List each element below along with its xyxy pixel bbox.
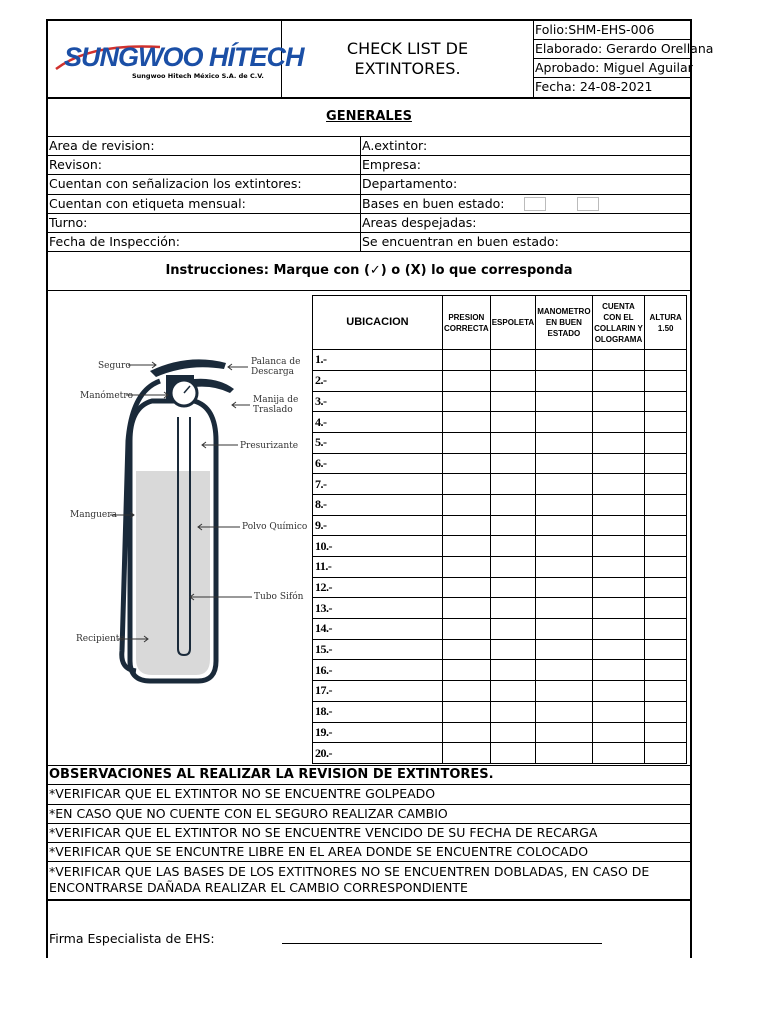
field-turno[interactable]: Turno: — [48, 214, 361, 232]
check-cell[interactable] — [442, 536, 490, 557]
check-cell[interactable] — [645, 681, 687, 702]
general-section — [46, 97, 692, 766]
check-cell[interactable] — [536, 391, 592, 412]
check-cell[interactable] — [645, 598, 687, 619]
field-empresa[interactable]: Empresa: — [362, 157, 421, 173]
col-collarin: CUENTA CON EL COLLARIN Y OLOGRAMA — [592, 296, 645, 350]
check-cell[interactable] — [645, 660, 687, 681]
row-number: 1.- — [313, 350, 443, 371]
check-cell[interactable] — [442, 577, 490, 598]
meta-folio: Folio:SHM-EHS-006 — [534, 21, 692, 40]
check-cell[interactable] — [490, 515, 536, 536]
logo-brand: SUNGWOO HÍTECH — [64, 42, 304, 72]
check-cell[interactable] — [490, 432, 536, 453]
signature-block — [48, 900, 690, 958]
observation-item: *EN CASO QUE NO CUENTE CON EL SEGURO REALIZAR CAMBIO — [48, 805, 690, 824]
check-cell[interactable] — [490, 701, 536, 722]
check-cell[interactable] — [592, 515, 645, 536]
row-number: 12.- — [313, 577, 443, 598]
check-cell[interactable] — [536, 370, 592, 391]
check-cell[interactable] — [645, 350, 687, 371]
check-cell[interactable] — [645, 536, 687, 557]
row-number: 7.- — [313, 474, 443, 495]
check-cell[interactable] — [645, 619, 687, 640]
row-number: 11.- — [313, 557, 443, 578]
meta-fecha: Fecha: 24-08-2021 — [535, 79, 653, 94]
col-ubicacion: UBICACION — [313, 296, 443, 350]
check-cell[interactable] — [536, 722, 592, 743]
check-cell[interactable] — [490, 557, 536, 578]
check-cell[interactable] — [536, 660, 592, 681]
check-cell[interactable] — [536, 412, 592, 433]
check-cell[interactable] — [592, 743, 645, 764]
meta-elaborado: Elaborado: Gerardo Orellana — [534, 40, 692, 59]
check-cell[interactable] — [490, 639, 536, 660]
check-cell[interactable] — [442, 598, 490, 619]
field-etiqueta-mensual[interactable]: Cuentan con etiqueta mensual: — [48, 195, 361, 213]
meta-aprobado: Aprobado: Miguel Aguilar — [534, 59, 692, 78]
row-number: 15.- — [313, 639, 443, 660]
check-cell[interactable] — [490, 474, 536, 495]
observation-item: *VERIFICAR QUE EL EXTINTOR NO SE ENCUENTRE VENCIDO DE SU FECHA DE RECARGA — [48, 824, 690, 843]
check-cell[interactable] — [442, 619, 490, 640]
check-cell[interactable] — [592, 536, 645, 557]
row-number: 18.- — [313, 701, 443, 722]
check-cell[interactable] — [442, 370, 490, 391]
check-cell[interactable] — [442, 350, 490, 371]
extinguisher-diagram — [48, 291, 310, 766]
check-cell[interactable] — [645, 515, 687, 536]
col-espoleta: ESPOLETA — [490, 296, 536, 350]
check-cell[interactable] — [536, 432, 592, 453]
check-cell[interactable] — [490, 722, 536, 743]
check-cell[interactable] — [490, 453, 536, 474]
row-number: 8.- — [313, 494, 443, 515]
table-row — [313, 701, 687, 722]
check-cell[interactable] — [490, 391, 536, 412]
general-row — [48, 233, 690, 252]
document-title: CHECK LIST DE EXTINTORES. — [282, 21, 534, 97]
document-meta — [534, 21, 714, 97]
check-cell[interactable] — [592, 432, 645, 453]
check-cell[interactable] — [592, 474, 645, 495]
logo-swoosh-icon — [50, 39, 304, 75]
check-cell[interactable] — [592, 577, 645, 598]
table-row — [313, 391, 687, 412]
check-cell[interactable] — [645, 391, 687, 412]
table-row — [313, 577, 687, 598]
check-cell[interactable] — [645, 370, 687, 391]
logo-subtitle: Sungwoo Hitech México S.A. de C.V. — [132, 72, 264, 80]
check-cell[interactable] — [490, 743, 536, 764]
row-number: 6.- — [313, 453, 443, 474]
check-cell[interactable] — [592, 701, 645, 722]
check-cell[interactable] — [442, 722, 490, 743]
check-cell[interactable] — [442, 681, 490, 702]
general-row — [48, 175, 690, 194]
check-cell[interactable] — [442, 660, 490, 681]
checklist-form — [46, 19, 714, 958]
check-cell[interactable] — [536, 598, 592, 619]
label-tubo: Tubo Sifón — [254, 592, 304, 603]
check-cell[interactable] — [536, 536, 592, 557]
col-manometro: MANOMETRO EN BUEN ESTADO — [536, 296, 592, 350]
instructions: Instrucciones: Marque con (✓) o (X) lo que corresponda — [48, 252, 690, 291]
signature-line[interactable] — [282, 943, 602, 944]
field-area-revision[interactable]: Area de revision: — [48, 137, 361, 155]
check-cell[interactable] — [490, 494, 536, 515]
check-cell[interactable] — [490, 598, 536, 619]
check-cell[interactable] — [536, 701, 592, 722]
field-a-extintor[interactable]: A.extintor: — [362, 138, 428, 153]
check-cell[interactable] — [442, 557, 490, 578]
table-header-row — [313, 296, 687, 350]
table-row — [313, 536, 687, 557]
check-cell[interactable] — [536, 619, 592, 640]
check-cell[interactable] — [536, 350, 592, 371]
row-number: 4.- — [313, 412, 443, 433]
check-cell[interactable] — [536, 515, 592, 536]
check-cell[interactable] — [442, 453, 490, 474]
check-cell[interactable] — [592, 598, 645, 619]
label-manometro: Manómetro — [80, 391, 133, 402]
table-row — [313, 639, 687, 660]
row-number: 3.- — [313, 391, 443, 412]
label-manija: Manija de Traslado — [253, 395, 299, 416]
general-row — [48, 156, 690, 175]
table-row — [313, 743, 687, 764]
table-row — [313, 350, 687, 371]
label-polvo: Polvo Químico — [242, 522, 308, 533]
observation-item: *VERIFICAR QUE EL EXTINTOR NO SE ENCUENTRE GOLPEADO — [48, 785, 690, 804]
inspection-area — [48, 291, 690, 766]
row-number: 13.- — [313, 598, 443, 619]
bases-checkbox-yes[interactable] — [524, 197, 546, 211]
check-cell[interactable] — [490, 412, 536, 433]
observation-item: *VERIFICAR QUE SE ENCUNTRE LIBRE EN EL AREA DONDE SE ENCUENTRE COLOCADO — [48, 843, 690, 862]
check-cell[interactable] — [645, 432, 687, 453]
label-recipiente: Recipiente — [76, 634, 125, 645]
observation-item: *VERIFICAR QUE LAS BASES DE LOS EXTITNORES NO SE ENCUENTREN DOBLADAS, EN CASO DE ENCONTRARSE DAÑADA REALIZAR EL CAMBIO CORRESPONDIENTE — [48, 862, 690, 900]
check-cell[interactable] — [645, 701, 687, 722]
field-senalizacion[interactable]: Cuentan con señalizacion los extintores: — [48, 175, 361, 193]
row-number: 14.- — [313, 619, 443, 640]
row-number: 17.- — [313, 681, 443, 702]
table-row — [313, 598, 687, 619]
field-revision[interactable]: Revison: — [48, 156, 361, 174]
table-row — [313, 370, 687, 391]
bases-label: Bases en buen estado: — [362, 195, 505, 211]
form-header — [46, 19, 714, 97]
check-cell[interactable] — [645, 557, 687, 578]
row-number: 9.- — [313, 515, 443, 536]
company-logo — [48, 21, 304, 97]
check-cell[interactable] — [592, 412, 645, 433]
check-cell[interactable] — [645, 494, 687, 515]
field-departamento[interactable]: Departamento: — [362, 176, 458, 192]
label-presurizante: Presurizante — [240, 441, 299, 452]
check-cell[interactable] — [442, 515, 490, 536]
check-cell[interactable] — [490, 681, 536, 702]
check-cell[interactable] — [490, 619, 536, 640]
check-cell[interactable] — [536, 453, 592, 474]
row-number: 20.- — [313, 743, 443, 764]
check-cell[interactable] — [490, 370, 536, 391]
table-body — [313, 350, 687, 764]
check-cell[interactable] — [536, 743, 592, 764]
check-cell[interactable] — [442, 743, 490, 764]
table-row — [313, 619, 687, 640]
table-row — [313, 494, 687, 515]
check-cell[interactable] — [592, 639, 645, 660]
section-title: GENERALES — [48, 99, 690, 137]
check-cell[interactable] — [592, 391, 645, 412]
check-cell[interactable] — [645, 474, 687, 495]
table-row — [313, 660, 687, 681]
field-areas-despejadas[interactable]: Areas despejadas: — [362, 214, 477, 230]
check-cell[interactable] — [490, 577, 536, 598]
check-cell[interactable] — [442, 701, 490, 722]
check-cell[interactable] — [536, 681, 592, 702]
label-seguro: Seguro — [98, 361, 131, 372]
row-number: 10.- — [313, 536, 443, 557]
check-cell[interactable] — [592, 681, 645, 702]
check-cell[interactable] — [645, 722, 687, 743]
check-cell[interactable] — [592, 350, 645, 371]
check-cell[interactable] — [645, 639, 687, 660]
observations-title: OBSERVACIONES AL REALIZAR LA REVISION DE EXTINTORES. — [48, 766, 690, 785]
field-fecha-inspeccion[interactable]: Fecha de Inspección: — [48, 233, 361, 251]
check-cell[interactable] — [490, 536, 536, 557]
table-row — [313, 515, 687, 536]
row-number: 5.- — [313, 432, 443, 453]
bases-checkbox-no[interactable] — [577, 197, 599, 211]
check-cell[interactable] — [592, 557, 645, 578]
check-cell[interactable] — [442, 639, 490, 660]
check-cell[interactable] — [592, 660, 645, 681]
table-row — [313, 722, 687, 743]
row-number: 19.- — [313, 722, 443, 743]
check-cell[interactable] — [490, 350, 536, 371]
check-cell[interactable] — [536, 494, 592, 515]
table-row — [313, 432, 687, 453]
check-cell[interactable] — [645, 453, 687, 474]
check-cell[interactable] — [490, 660, 536, 681]
check-cell[interactable] — [536, 577, 592, 598]
label-palanca: Palanca de Descarga — [251, 357, 301, 378]
check-cell[interactable] — [592, 722, 645, 743]
inspection-table — [312, 295, 687, 764]
table-row — [313, 412, 687, 433]
field-bases-buen-estado[interactable] — [361, 195, 690, 213]
check-cell[interactable] — [442, 432, 490, 453]
check-cell[interactable] — [592, 453, 645, 474]
general-row — [48, 137, 690, 156]
label-manguera: Manguera — [70, 510, 117, 521]
check-cell[interactable] — [592, 370, 645, 391]
check-cell[interactable] — [536, 474, 592, 495]
check-cell[interactable] — [442, 494, 490, 515]
signature-label: Firma Especialista de EHS: — [49, 931, 215, 947]
check-cell[interactable] — [536, 639, 592, 660]
observations-section — [46, 766, 692, 958]
check-cell[interactable] — [645, 743, 687, 764]
col-altura: ALTURA 1.50 — [645, 296, 687, 350]
table-row — [313, 474, 687, 495]
check-cell[interactable] — [592, 619, 645, 640]
field-buen-estado[interactable]: Se encuentran en buen estado: — [362, 233, 559, 249]
general-row — [48, 195, 690, 214]
check-cell[interactable] — [592, 494, 645, 515]
table-row — [313, 681, 687, 702]
check-cell[interactable] — [645, 577, 687, 598]
check-cell[interactable] — [442, 412, 490, 433]
table-row — [313, 557, 687, 578]
check-cell[interactable] — [442, 391, 490, 412]
row-number: 2.- — [313, 370, 443, 391]
col-presion: PRESION CORRECTA — [442, 296, 490, 350]
check-cell[interactable] — [645, 412, 687, 433]
general-row — [48, 214, 690, 233]
check-cell[interactable] — [536, 557, 592, 578]
row-number: 16.- — [313, 660, 443, 681]
check-cell[interactable] — [442, 474, 490, 495]
table-row — [313, 453, 687, 474]
